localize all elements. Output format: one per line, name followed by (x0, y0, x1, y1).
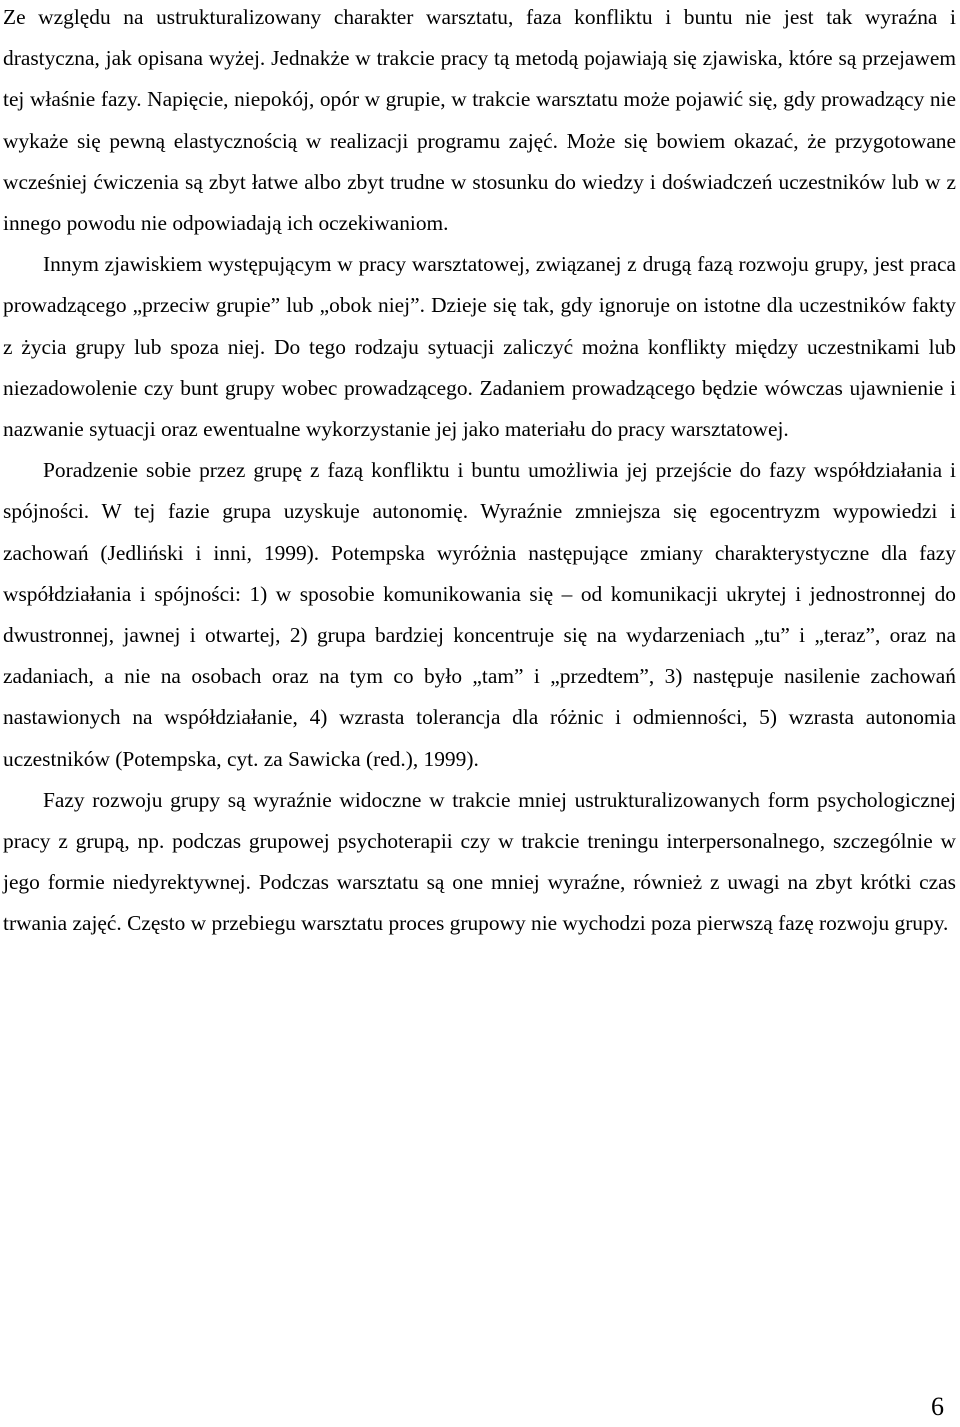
document-body (3, 0, 956, 945)
page-number: 6 (931, 1392, 944, 1421)
paragraph-cooperation-phase: Poradzenie sobie przez grupę z fazą konfliktu i buntu umożliwia jej przejście do fazy współdziałania i spójności. W tej fazie grupa uzyskuje autonomię. Wyraźnie zmniejsza się egocentryzm wypowiedzi i zachowań (Jedliński i inni, 1999). Potempska wyróżnia następujące zmiany charakterystyczne dla fazy współdziałania i spójności: 1) w sposobie komunikowania się – od komunikacji ukrytej i jednostronnej do dwustronnej, jawnej i otwartej, 2) grupa bardziej koncentruje się na wydarzeniach „tu” i „teraz”, oraz na zadaniach, a nie na osobach oraz na tym co było „tam” i „przedtem”, 3) następuje nasilenie zachowań nastawionych na współdziałanie, 4) wzrasta tolerancja dla różnic i odmienności, 5) wzrasta autonomia uczestników (Potempska, cyt. za Sawicka (red.), 1999). (3, 458, 956, 771)
paragraph-against-group: Innym zjawiskiem występującym w pracy warsztatowej, związanej z drugą fazą rozwoju grupy, jest praca prowadzącego „przeciw grupie” lub „obok niej”. Dzieje się tak, gdy ignoruje on istotne dla uczestników fakty z życia grupy lub spoza niej. Do tego rodzaju sytuacji zaliczyć można konflikty między uczestnikami lub niezadowolenie czy bunt grupy wobec prowadzącego. Zadaniem prowadzącego będzie wówczas ujawnienie i nazwanie sytuacji oraz ewentualne wykorzystanie jej jako materiału do pracy warsztatowej. (3, 252, 956, 442)
paragraph-development-phases: Fazy rozwoju grupy są wyraźnie widoczne w trakcie mniej ustrukturalizowanych form psychologicznej pracy z grupą, np. podczas grupowej psychoterapii czy w trakcie treningu interpersonalnego, szczególnie w jego formie niedyrektywnej. Podczas warsztatu są one mniej wyraźne, również z uwagi na zbyt krótki czas trwania zajęć. Często w przebiegu warsztatu proces grupowy nie wychodzi poza pierwszą fazę rozwoju grupy. (3, 787, 956, 936)
paragraph-conflict-phase: Ze względu na ustrukturalizowany charakter warsztatu, faza konfliktu i buntu nie jest tak wyraźna i drastyczna, jak opisana wyżej. Jednakże w trakcie pracy tą metodą pojawiają się zjawiska, które są przejawem tej właśnie fazy. Napięcie, niepokój, opór w grupie, w trakcie warsztatu może pojawić się, gdy prowadzący nie wykaże się pewną elastycznością w realizacji programu zajęć. Może się bowiem okazać, że przygotowane wcześniej ćwiczenia są zbyt łatwe albo zbyt trudne w stosunku do wiedzy i doświadczeń uczestników lub w z innego powodu nie odpowiadają ich oczekiwaniom. (3, 5, 956, 236)
